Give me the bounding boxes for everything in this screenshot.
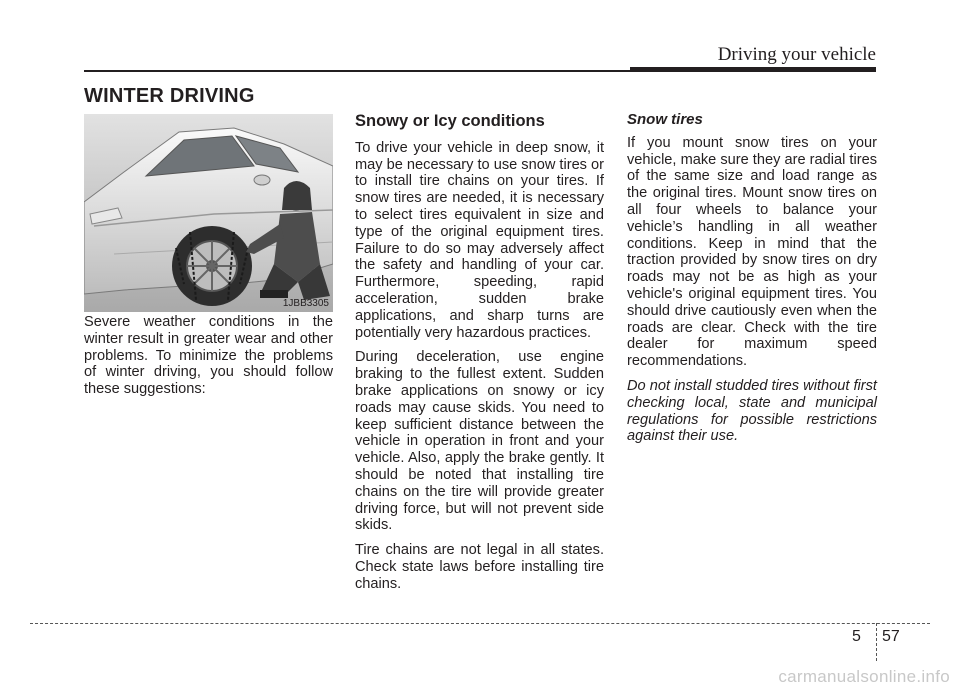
header-title: Driving your vehicle: [717, 44, 876, 65]
snowy-icy-heading: Snowy or Icy conditions: [355, 112, 545, 130]
illustration-drawing: [84, 114, 333, 312]
watermark: carmanualsonline.info: [778, 667, 950, 686]
snow-tires-paragraph: If you mount snow tires on your vehicle, make sure they are radial tires of the same size and load range as the original tires. Mount snow tires on all four wheels to balance your vehicle’s handling in all weather conditions. Keep in mind that the traction provided by snow tires on dry roads may not be as high as your vehicle's original equipment tires. You should drive cautiously even when the roads are clear. Check with the tire dealer for maximum speed recommendations.: [627, 134, 877, 370]
snow-tires-heading: Snow tires: [627, 111, 703, 128]
header-rule-accent: [630, 67, 876, 72]
footer-rule: [30, 623, 930, 624]
snow-tires-column: [627, 112, 877, 453]
studded-tires-note: Do not install studded tires without first checking local, state and municipal regulations for possible restrictions against their use.: [627, 377, 877, 445]
snowy-paragraph-3: Tire chains are not legal in all states. Check state laws before installing tire chains.: [355, 542, 604, 592]
figure-code: 1JBB3305: [282, 298, 329, 309]
intro-column: [84, 314, 333, 406]
snowy-paragraph-1: To drive your vehicle in deep snow, it may be necessary to use snow tires or to install tire chains on your tires. If snow tires are needed, it is necessary to select tires equivalent in size and type of the original equipment tires. Failure to do so may adversely affect the safety and handling of your car. Furthermore, speeding, rapid acceleration, sudden brake applications, and sharp turns are potentially very hazardous practices.: [355, 139, 605, 341]
car-tire-chain-illustration: [84, 114, 333, 312]
chapter-number: 5: [852, 628, 861, 645]
page-number: 57: [882, 628, 900, 645]
intro-paragraph: Severe weather conditions in the winter result in greater wear and other problems. To minimize the problems of winter driving, you should follow these suggestions:: [84, 314, 333, 398]
snowy-paragraph-2: During deceleration, use engine braking to the fullest extent. Sudden brake applications on snowy or icy roads may cause skids. You need to keep sufficient distance between the vehicle in operation in front and your vehicle. Also, apply the brake gently. It should be noted that installing tire chains on the tire will provide greater driving force, but will not prevent side skids.: [355, 349, 604, 534]
footer-divider: [876, 623, 877, 661]
snowy-icy-column: [355, 113, 604, 601]
section-title: WINTER DRIVING: [84, 85, 255, 107]
